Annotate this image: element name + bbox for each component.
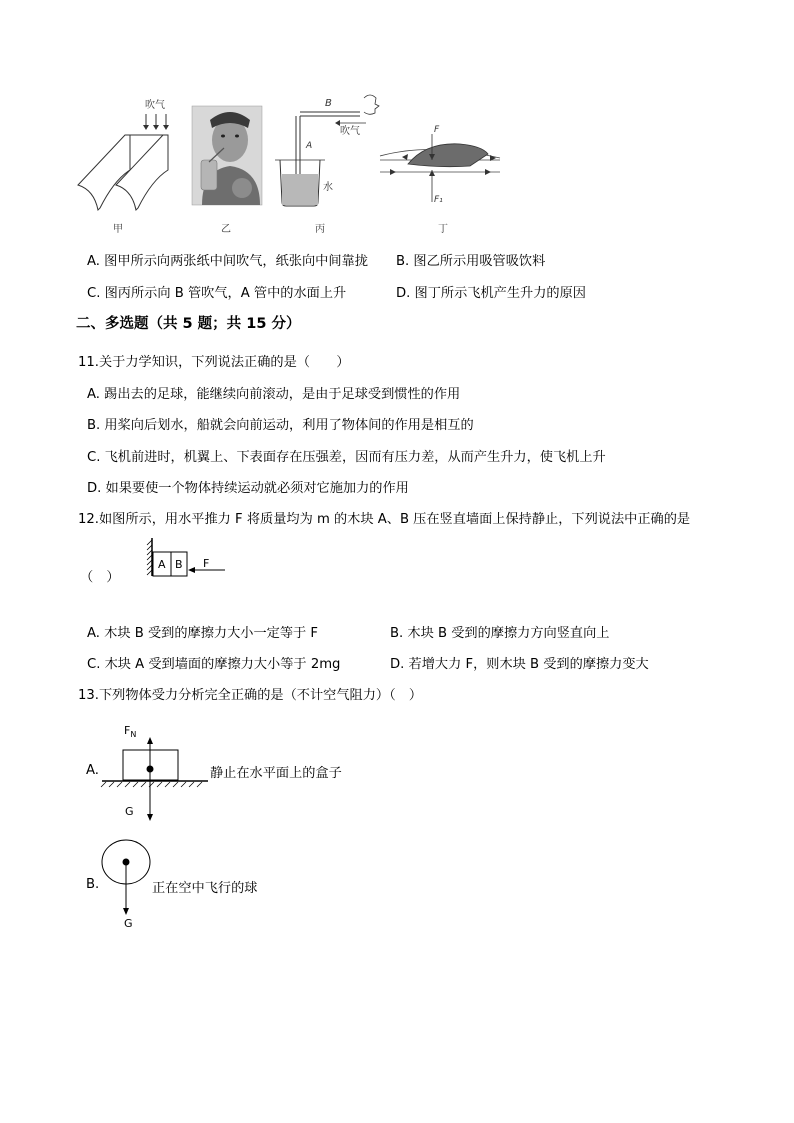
q13-b-label: B. bbox=[86, 877, 100, 892]
jia-blow-label: 吹气 bbox=[145, 100, 165, 111]
caption-ding: 丁 bbox=[438, 224, 448, 235]
q12-option-b: B. 木块 B 受到的摩擦力方向竖直向上 bbox=[390, 626, 610, 641]
q10-option-a: A. 图甲所示向两张纸中间吹气，纸张向中间靠拢 bbox=[87, 254, 368, 269]
q13-a-g: G bbox=[125, 805, 134, 818]
q13-a-desc: 静止在水平面上的盒子 bbox=[210, 766, 342, 781]
q12-option-a: A. 木块 B 受到的摩擦力大小一定等于 F bbox=[87, 626, 319, 641]
q12-option-c: C. 木块 A 受到墙面的摩擦力大小等于 2mg bbox=[87, 657, 341, 672]
q13-b-desc: 正在空中飞行的球 bbox=[152, 881, 258, 896]
ding-label-f-bottom: F₁ bbox=[434, 195, 443, 205]
q12-option-d: D. 若增大力 F，则木块 B 受到的摩擦力变大 bbox=[390, 657, 649, 672]
figure-top-row bbox=[70, 90, 530, 240]
q13-b-g: G bbox=[124, 917, 133, 930]
q10-option-b: B. 图乙所示用吸管吸饮料 bbox=[396, 254, 546, 269]
q13-a-label: A. bbox=[86, 763, 99, 778]
caption-jia: 甲 bbox=[113, 224, 123, 235]
q13-a-fn-sub: N bbox=[130, 730, 137, 739]
q10-option-c: C. 图丙所示向 B 管吹气，A 管中的水面上升 bbox=[87, 286, 347, 301]
q13-figure-a bbox=[100, 718, 215, 828]
figure-yi-photo bbox=[192, 106, 262, 205]
bing-label-water: 水 bbox=[323, 182, 333, 193]
q13-stem: 13.下列物体受力分析完全正确的是（不计空气阻力）（ ） bbox=[78, 688, 423, 703]
caption-bing: 丙 bbox=[315, 224, 325, 235]
figure-bing bbox=[275, 95, 379, 206]
q12-force-f: F bbox=[203, 557, 210, 570]
bing-label-b: B bbox=[325, 98, 332, 109]
bing-label-a: A bbox=[306, 141, 313, 151]
caption-yi: 乙 bbox=[221, 224, 231, 235]
q10-option-d: D. 图丁所示飞机产生升力的原因 bbox=[396, 286, 586, 301]
figure-jia bbox=[78, 98, 169, 210]
q11-option-c: C. 飞机前进时，机翼上、下表面存在压强差，因而有压力差，从而产生升力，使飞机上升 bbox=[87, 450, 606, 465]
svg-text:FN bbox=[124, 724, 136, 739]
q11-stem: 11.关于力学知识，下列说法正确的是（ ） bbox=[78, 355, 350, 370]
figure-ding bbox=[380, 125, 500, 205]
q11-option-a: A. 踢出去的足球，能继续向前滚动，是由于足球受到惯性的作用 bbox=[87, 387, 461, 402]
q11-option-d: D. 如果要使一个物体持续运动就必须对它施加力的作用 bbox=[87, 481, 409, 496]
ding-label-f-top: F bbox=[434, 125, 440, 135]
q12-block-a: A bbox=[158, 558, 166, 571]
q12-paren: （ ） bbox=[80, 570, 120, 585]
q11-option-b: B. 用桨向后划水，船就会向前运动，利用了物体间的作用是相互的 bbox=[87, 418, 474, 433]
q12-figure bbox=[140, 536, 230, 578]
q13-figure-b bbox=[98, 836, 158, 932]
section-title: 二、多选题（共 5 题；共 15 分） bbox=[76, 316, 301, 332]
q12-block-b: B bbox=[175, 558, 183, 571]
q12-stem: 12.如图所示，用水平推力 F 将质量均为 m 的木块 A、B 压在竖直墙面上保持静止，下列说法中正确的是 bbox=[78, 512, 691, 527]
q13-a-fn: F bbox=[124, 724, 131, 737]
bing-label-blow: 吹气 bbox=[340, 126, 360, 137]
